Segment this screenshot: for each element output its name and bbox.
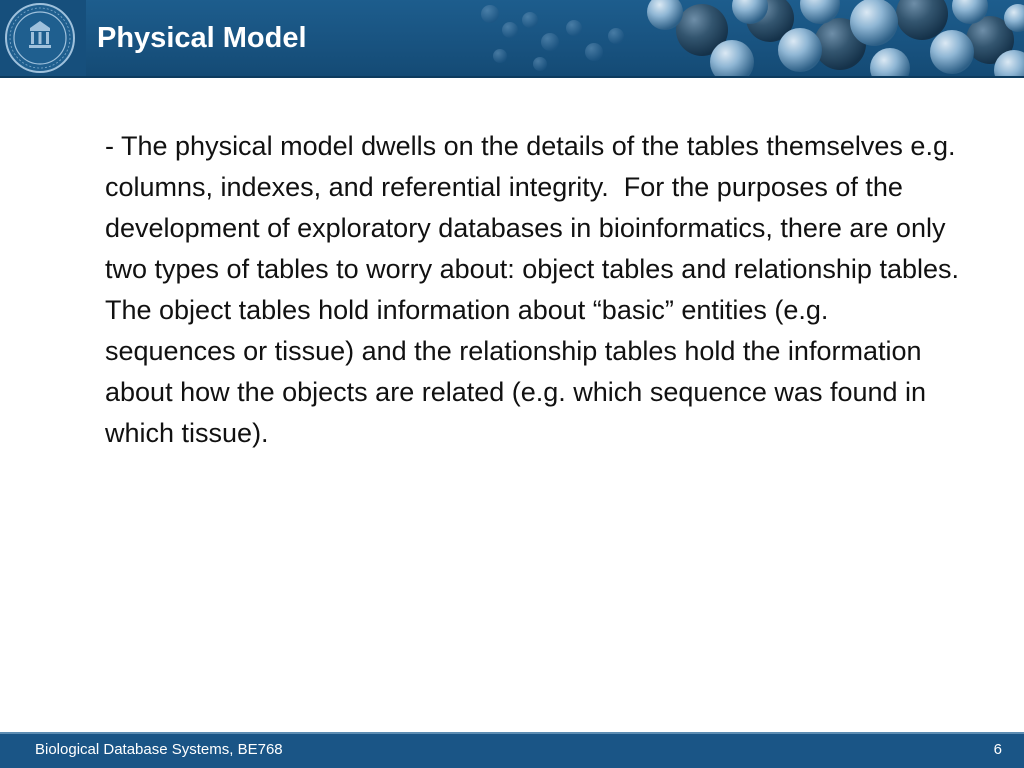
university-seal-icon <box>4 2 76 74</box>
slide-title: Physical Model <box>97 22 307 54</box>
molecule-spheres-image <box>470 0 1024 76</box>
footer-divider <box>0 732 1024 734</box>
body-paragraph: - The physical model dwells on the details of the tables themselves e.g. columns, indexes, and referential integrity. For the purposes of the development of exploratory databases in bioinformatics, there are only two types of tables to worry about: object tables and relationship tables. The object tables hold information about “basic” entities (e.g. sequences or tissue) and the relationship tables hold the information about how the objects are related (e.g. which sequence was found in which tissue). <box>105 131 974 448</box>
header-divider <box>0 76 1024 78</box>
page-number: 6 <box>993 741 1002 758</box>
seal-panel <box>0 0 86 76</box>
footer-course-title: Biological Database Systems, BE768 <box>35 741 283 758</box>
header-bar <box>0 0 1024 78</box>
